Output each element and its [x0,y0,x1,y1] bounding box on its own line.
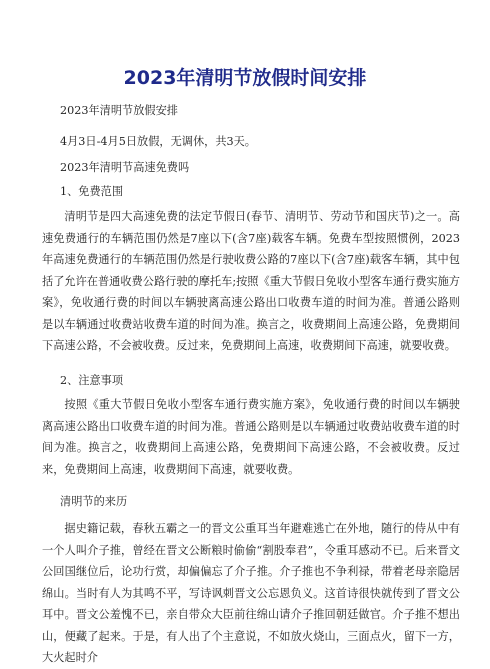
section-heading-free-scope: 1、免费范围 [60,185,124,198]
paragraph-origin: 据史籍记载，春秋五霸之一的晋文公重耳当年避难逃亡在外地，随行的侍从中有一个人叫介子推，曾经在晋文公断粮时偷偷“割股奉君”，令重耳感动不已。后来晋文公回国继位后，论功行赏，却偏偏忘了介子推。介子推也不争利禄，带着老母亲隐居绵山。当时有人为其鸣不平，写诗讽刺晋文公忘恩负义。这首诗很快就传到了晋文公耳中。晋文公羞愧不已，亲自带众大臣前往绵山请介子推回朝廷做官。介子推不想出山，便藏了起来。于是，有人出了个主意说，不如放火烧山，三面点火，留下一方，大火起时介 [42,522,460,664]
subtitle-origin: 清明节的来历 [60,495,128,508]
holiday-dates-text: 4月3日-4月5日放假，无调休，共3天。 [60,135,256,148]
page-title: 2023年清明节放假时间安排 [123,67,367,89]
paragraph-free-scope: 清明节是四大高速免费的法定节假日(春节、清明节、劳动节和国庆节)之一。高速免费通行的车辆范围仍然是7座以下(含7座)载客车辆。免费车型按照惯例，2023年高速免费通行的车辆范围仍然是行驶收费公路的7座以下(含7座)载客车辆，其中包括了允许在普通收费公路行驶的摩托车;按照《重大节假日免收小型客车通行费实施方案》，免收通行费的时间以车辆驶离高速公路出口收费车道的时间为准。普通公路则是以车辆通过收费站收费车道的时间为准。换言之，收费期间上高速公路，免费期间下高速公路，不会被收费。反过来，免费期间上高速，收费期间下高速，就要收费。 [42,210,460,352]
subtitle-highway-free: 2023年清明节高速免费吗 [60,161,190,174]
subtitle-holiday-schedule: 2023年清明节放假安排 [60,104,178,117]
section-heading-notes: 2、注意事项 [60,374,124,387]
paragraph-notes: 按照《重大节假日免收小型客车通行费实施方案》，免收通行费的时间以车辆驶离高速公路出口收费车道的时间为准。普通公路则是以车辆通过收费站收费车道的时间为准。换言之，收费期间上高速公路，免费期间下高速公路，不会被收费。反过来，免费期间上高速，收费期间下高速，就要收费。 [42,398,460,476]
